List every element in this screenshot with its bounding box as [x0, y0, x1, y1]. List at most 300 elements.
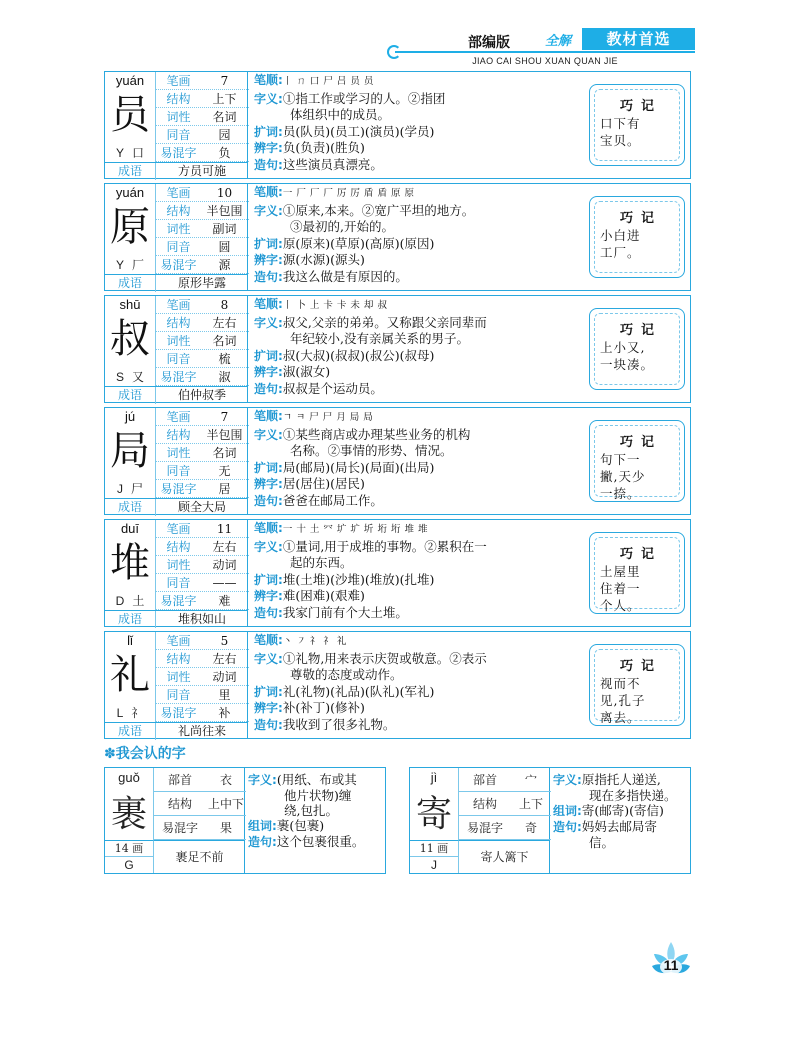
tip-line: 土屋里 [600, 564, 641, 579]
card-info-panel [105, 72, 248, 178]
attr-value: 左右 [212, 652, 237, 666]
stroke-order-label: 笔顺: [254, 521, 283, 535]
sentence-text: 叔叔是个运动员。 [282, 380, 383, 396]
attr-value: 上中下 [207, 797, 244, 811]
distinguish-line [254, 364, 580, 381]
idiom-value: 寄人篱下 [458, 840, 550, 873]
attr-value: 副词 [212, 222, 237, 236]
meaning-label: 字义: [254, 203, 283, 218]
stroke-order-label: 笔顺: [254, 73, 283, 87]
main-character: 礼 [110, 652, 150, 698]
attribute-grid [155, 184, 248, 274]
distinguish-label: 辨字: [254, 141, 283, 155]
attr-value: 8 [220, 298, 229, 312]
header-badge: 教材首选 [582, 28, 695, 50]
attr-row [459, 768, 551, 792]
radical: 礻 [131, 706, 144, 720]
attr-value: 动词 [212, 558, 237, 572]
idiom-label: 成语 [117, 164, 142, 178]
tip-line: 上小又, [600, 340, 646, 355]
meaning-label: 字义: [254, 315, 283, 330]
attr-value: 5 [220, 634, 229, 648]
meaning-line-cont: 他片状物)缠 [284, 788, 352, 803]
tip-title: 巧记 [619, 323, 662, 338]
stroke-order: 一 十 土 㓁 圹 圹 圻 垳 垳 堆 堆 [282, 524, 429, 535]
radical: 土 [132, 594, 145, 608]
char-card [104, 295, 691, 403]
expand-text: 堆(土堆)(沙堆)(堆放)(扎堆) [282, 571, 435, 587]
pinyin: jú [124, 409, 136, 424]
sentence-line [254, 493, 580, 510]
memory-tip-box [589, 84, 685, 166]
sentence-line [254, 269, 580, 286]
attr-label: 笔画 [166, 634, 191, 648]
idiom-row [105, 386, 248, 403]
distinguish-line [254, 476, 580, 493]
group-label: 组词: [553, 804, 582, 818]
initial-letter: J [116, 482, 123, 496]
quanjie-logo: 全解 [545, 34, 572, 49]
meaning-label: 字义: [254, 91, 283, 106]
attr-label: 词性 [166, 558, 191, 572]
initial-letter: J [431, 858, 437, 872]
stroke-order: 丶 ㇇ 礻 礻 礼 [282, 636, 347, 647]
attr-label: 易混字 [160, 594, 197, 608]
attr-row [156, 650, 249, 668]
attr-label: 词性 [166, 222, 191, 236]
memory-tip-box [589, 644, 685, 726]
group-label: 组词: [248, 819, 277, 833]
idiom-row [105, 274, 248, 291]
attr-label: 易混字 [160, 258, 197, 272]
attr-label: 同音 [166, 352, 191, 366]
attr-value: 梳 [218, 352, 231, 366]
attr-label: 词性 [166, 334, 191, 348]
char-card [104, 631, 691, 739]
attr-row [156, 314, 249, 332]
attr-row [156, 686, 249, 704]
attr-label: 同音 [166, 688, 191, 702]
expand-label: 扩词: [254, 236, 283, 251]
attr-row [156, 72, 249, 90]
meaning-line [254, 91, 580, 108]
expand-line [254, 460, 580, 477]
letter-radical [105, 592, 155, 610]
meaning-line-cont: 年纪较小,没有亲属关系的男子。 [290, 331, 469, 346]
idiom-label: 成语 [117, 276, 142, 290]
meaning-text: ①礼物,用来表示庆贺或敬意。②表示 [282, 650, 487, 666]
attr-value: 名词 [212, 334, 237, 348]
expand-label: 扩词: [254, 460, 283, 475]
main-character: 原 [110, 204, 150, 250]
attr-value: 无 [218, 464, 231, 478]
initial-letter: S [115, 370, 124, 384]
card-info-panel [105, 184, 248, 290]
attr-row [156, 408, 249, 426]
attr-label: 结构 [166, 92, 191, 106]
idiom-row [105, 162, 248, 179]
pinyin: yuán [115, 185, 145, 200]
distinguish-line [254, 252, 580, 269]
attr-label: 易混字 [466, 821, 503, 835]
initial-letter: G [124, 858, 134, 872]
distinguish-label: 辨字: [254, 477, 283, 491]
header-subtitle: JIAO CAI SHOU XUAN QUAN JIE [472, 56, 618, 66]
attr-label: 笔画 [166, 410, 191, 424]
char-card [104, 519, 691, 627]
attr-value: 里 [218, 688, 231, 702]
letter-radical [105, 480, 155, 498]
meaning-line [254, 427, 580, 444]
attr-value: 补 [218, 706, 231, 720]
expand-line [254, 348, 580, 365]
tip-title: 巧记 [619, 547, 662, 562]
attr-row [156, 202, 249, 220]
attr-row [156, 350, 249, 368]
expand-text: 员(队员)(员工)(演员)(学员) [282, 123, 435, 139]
attribute-grid [155, 296, 248, 386]
meaning-block [248, 772, 384, 788]
sentence-label: 造句: [254, 717, 283, 732]
stroke-order: 丨 ㄇ 口 尸 吕 员 员 [282, 76, 374, 87]
stroke-order-line [254, 520, 580, 539]
letter-radical [105, 256, 155, 274]
stroke-order-label: 笔顺: [254, 633, 283, 647]
edition-label: 部编版 [468, 35, 510, 51]
tip-body [600, 115, 678, 149]
attr-row [156, 296, 249, 314]
expand-text: 原(原来)(草原)(高原)(原因) [282, 235, 435, 251]
stroke-order-line [254, 184, 580, 203]
distinguish-line [254, 140, 580, 157]
attribute-grid [155, 632, 248, 722]
tip-line: 句下一 [600, 452, 641, 467]
distinguish-text: 难(困难)(艰难) [282, 588, 365, 603]
distinguish-line [254, 588, 580, 605]
attr-row [156, 184, 249, 202]
attr-value: 7 [220, 410, 229, 424]
header-rule [395, 51, 695, 53]
stroke-order-line [254, 408, 580, 427]
attr-row [156, 220, 249, 238]
meaning-text: 叔父,父亲的弟弟。又称跟父亲同辈而 [282, 314, 487, 330]
recognize-card [409, 767, 691, 874]
tip-title: 巧记 [619, 659, 662, 674]
attribute-grid [458, 768, 550, 840]
tip-body [600, 339, 678, 373]
initial-letter: Y [115, 258, 124, 272]
radical: 厂 [132, 258, 145, 272]
memory-tip-box [589, 420, 685, 502]
radical: 又 [132, 370, 145, 384]
tip-title: 巧记 [619, 99, 662, 114]
distinguish-text: 补(补丁)(修补) [282, 700, 365, 715]
sentence-text: 我这么做是有原因的。 [282, 268, 408, 284]
attr-value: 园 [218, 128, 231, 142]
attr-value: 上下 [212, 92, 237, 106]
tip-line: 一捺。 [600, 486, 641, 501]
distinguish-label: 辨字: [254, 365, 283, 379]
main-character: 堆 [110, 540, 150, 586]
tip-line: 离去。 [600, 710, 641, 725]
tip-body [600, 451, 678, 502]
expand-label: 扩词: [254, 684, 283, 699]
radical: 口 [132, 146, 145, 160]
group-text: 寄(邮寄)(寄信) [581, 803, 664, 818]
pinyin: yuán [115, 73, 145, 88]
card-info-panel [105, 632, 248, 738]
attr-row [156, 704, 249, 722]
recognize-detail [553, 772, 689, 850]
idiom-row [105, 610, 248, 627]
attr-row [154, 792, 246, 816]
attr-value: 左右 [212, 540, 237, 554]
distinguish-text: 居(居住)(居民) [282, 476, 365, 491]
page-header [395, 28, 695, 68]
attr-label: 同音 [166, 464, 191, 478]
attr-label: 易混字 [161, 821, 198, 835]
attr-label: 笔画 [166, 186, 191, 200]
attr-label: 部首 [472, 773, 497, 787]
attr-value: 动词 [212, 670, 237, 684]
memory-tip-box [589, 308, 685, 390]
tip-line: 小白进 [600, 228, 641, 243]
stroke-order-label: 笔顺: [254, 409, 283, 423]
distinguish-line [254, 700, 580, 717]
attr-row [156, 426, 249, 444]
sentence-line-cont: 信。 [589, 835, 615, 850]
attr-value: 左右 [212, 316, 237, 330]
attr-value: 上下 [518, 797, 543, 811]
attr-value: 圆 [218, 240, 231, 254]
sentence-line [254, 717, 580, 734]
expand-text: 叔(大叔)(叔叔)(叔公)(叔母) [282, 347, 435, 363]
sentence-text: 这个包裹很重。 [276, 834, 365, 849]
meaning-line-cont: 尊敬的态度或动作。 [290, 667, 403, 682]
attr-row [459, 816, 551, 840]
pinyin: duī [120, 521, 140, 536]
attr-label: 同音 [166, 240, 191, 254]
pinyin: lǐ [127, 633, 133, 648]
meaning-text: ①原来,本来。②宽广平坦的地方。 [282, 202, 475, 218]
idiom-value: 伯仲叔季 [155, 387, 248, 404]
expand-text: 礼(礼物)(礼品)(队礼)(军礼) [282, 683, 435, 699]
expand-line [254, 236, 580, 253]
stroke-count: 14 画 [105, 840, 153, 857]
attr-row [154, 816, 246, 840]
pinyin: shū [119, 297, 141, 312]
main-character: 叔 [110, 316, 150, 362]
attr-label: 笔画 [166, 298, 191, 312]
main-character: 员 [110, 92, 150, 138]
sentence-text: 这些演员真漂亮。 [282, 156, 383, 172]
attribute-grid [155, 72, 248, 162]
stroke-order-line [254, 72, 580, 91]
idiom-label: 成语 [117, 500, 142, 514]
attr-value: 半包围 [206, 204, 243, 218]
attr-row [156, 668, 249, 686]
pinyin: guǒ [118, 770, 140, 785]
tip-line: 个人。 [600, 598, 641, 613]
distinguish-text: 负(负责)(胜负) [282, 140, 365, 155]
card-detail-panel [250, 520, 580, 626]
expand-label: 扩词: [254, 348, 283, 363]
stroke-order-line [254, 632, 580, 651]
stroke-order-line [254, 296, 580, 315]
expand-text: 局(邮局)(局长)(局面)(出局) [282, 459, 435, 475]
attr-value: 难 [218, 594, 231, 608]
distinguish-label: 辨字: [254, 589, 283, 603]
idiom-row [105, 722, 248, 739]
attr-label: 结构 [166, 540, 191, 554]
meaning-line [254, 203, 580, 220]
attr-row [156, 632, 249, 650]
sentence-label: 造句: [254, 605, 283, 620]
sentence-line [248, 834, 384, 850]
attr-row [154, 768, 246, 792]
attr-row [156, 332, 249, 350]
tip-line: 口下有 [600, 116, 641, 131]
sentence-line [254, 605, 580, 622]
meaning-line [254, 651, 580, 668]
section-title: ✽我会认的字 [104, 746, 186, 762]
idiom-value: 原形毕露 [155, 275, 248, 292]
letter-radical [105, 368, 155, 386]
attr-row [156, 256, 249, 274]
attr-label: 词性 [166, 110, 191, 124]
attr-label: 结构 [166, 652, 191, 666]
attr-label: 词性 [166, 670, 191, 684]
meaning-line [254, 539, 580, 556]
attr-label: 笔画 [166, 522, 191, 536]
attr-value: 衣 [219, 773, 232, 787]
tip-line: 一块凑。 [600, 357, 655, 372]
attr-row [156, 462, 249, 480]
stroke-order: 丨 卜 上 卡 卡 未 却 叔 [282, 300, 388, 311]
expand-label: 扩词: [254, 572, 283, 587]
meaning-line-cont: 体组织中的成员。 [290, 107, 391, 122]
meaning-line-cont: ③最初的,开始的。 [290, 219, 394, 234]
initial-letter: L [116, 706, 124, 720]
attribute-grid [155, 408, 248, 498]
sentence-line [254, 157, 580, 174]
meaning-text: (用纸、布或其 [276, 772, 357, 787]
attr-label: 易混字 [160, 706, 197, 720]
recognize-info-panel [105, 768, 245, 873]
attr-row [156, 144, 249, 162]
meaning-block [553, 772, 689, 788]
sentence-text: 爸爸在邮局工作。 [282, 492, 383, 508]
initial-letter: D [115, 594, 125, 608]
attr-label: 同音 [166, 128, 191, 142]
attr-value: 奇 [524, 821, 537, 835]
stroke-order: ㄱ ㅋ 尸 尸 月 局 局 [282, 412, 374, 423]
meaning-text: 原指托人递送, [581, 772, 661, 787]
distinguish-label: 辨字: [254, 701, 283, 715]
stroke-order-label: 笔顺: [254, 185, 283, 199]
card-detail-panel [250, 408, 580, 514]
attr-row [156, 90, 249, 108]
tip-line: 宝贝。 [600, 133, 641, 148]
attr-row [156, 592, 249, 610]
card-detail-panel [250, 72, 580, 178]
attr-value: 名词 [212, 446, 237, 460]
attr-value: 名词 [212, 110, 237, 124]
tip-line: 视而不 [600, 676, 641, 691]
card-info-panel [105, 520, 248, 626]
attr-label: 结构 [472, 797, 497, 811]
meaning-line-cont: 起的东西。 [290, 555, 353, 570]
idiom-label: 成语 [117, 724, 142, 738]
attr-value: 7 [220, 74, 229, 88]
attr-label: 结构 [166, 316, 191, 330]
expand-label: 扩词: [254, 124, 283, 139]
char-card [104, 183, 691, 291]
distinguish-label: 辨字: [254, 253, 283, 267]
attr-label: 部首 [167, 773, 192, 787]
recognize-detail [248, 772, 384, 850]
letter-radical [105, 144, 155, 162]
tip-line: 工厂。 [600, 245, 641, 260]
pinyin: jì [430, 770, 438, 785]
sentence-label: 造句: [254, 269, 283, 284]
idiom-value: 礼尚往来 [155, 723, 248, 740]
tip-title: 巧记 [619, 435, 662, 450]
attr-label: 结构 [166, 428, 191, 442]
meaning-line-cont: 名称。②事情的形势、情况。 [290, 443, 453, 458]
group-line [553, 803, 689, 819]
idiom-value: 顾全大局 [155, 499, 248, 516]
main-character: 裹 [110, 794, 147, 835]
idiom-value: 裹足不前 [153, 840, 245, 873]
card-info-panel [105, 296, 248, 402]
tip-body [600, 675, 678, 726]
idiom-value: 方员可施 [155, 163, 248, 180]
meaning-line-cont: 现在多指快递。 [589, 788, 677, 803]
idiom-row [105, 498, 248, 515]
recognize-card [104, 767, 386, 874]
attr-row [156, 520, 249, 538]
attr-label: 词性 [166, 446, 191, 460]
sentence-label: 造句: [254, 381, 283, 396]
sentence-line [254, 381, 580, 398]
card-detail-panel [250, 632, 580, 738]
meaning-text: ①某些商店或办理某些业务的机构 [282, 426, 471, 442]
page-number: 11 [663, 957, 679, 973]
meaning-line [254, 315, 580, 332]
attr-row [156, 126, 249, 144]
memory-tip-box [589, 532, 685, 614]
attr-value: 宀 [524, 773, 537, 787]
attr-row [156, 108, 249, 126]
attr-value: 半包围 [206, 428, 243, 442]
sentence-label: 造句: [553, 820, 582, 834]
meaning-label: 字义: [553, 773, 582, 787]
attr-label: 笔画 [166, 74, 191, 88]
sentence-text: 妈妈去邮局寄 [581, 819, 657, 834]
meaning-label: 字义: [248, 773, 277, 787]
meaning-label: 字义: [254, 651, 283, 666]
recognize-info-panel [410, 768, 550, 873]
expand-line [254, 572, 580, 589]
attr-value: —— [212, 576, 237, 590]
char-card [104, 407, 691, 515]
attr-value: 11 [216, 522, 233, 536]
attr-row [156, 480, 249, 498]
meaning-line-cont: 绕,包扎。 [284, 803, 338, 818]
attr-row [156, 538, 249, 556]
sentence-line [553, 819, 689, 835]
